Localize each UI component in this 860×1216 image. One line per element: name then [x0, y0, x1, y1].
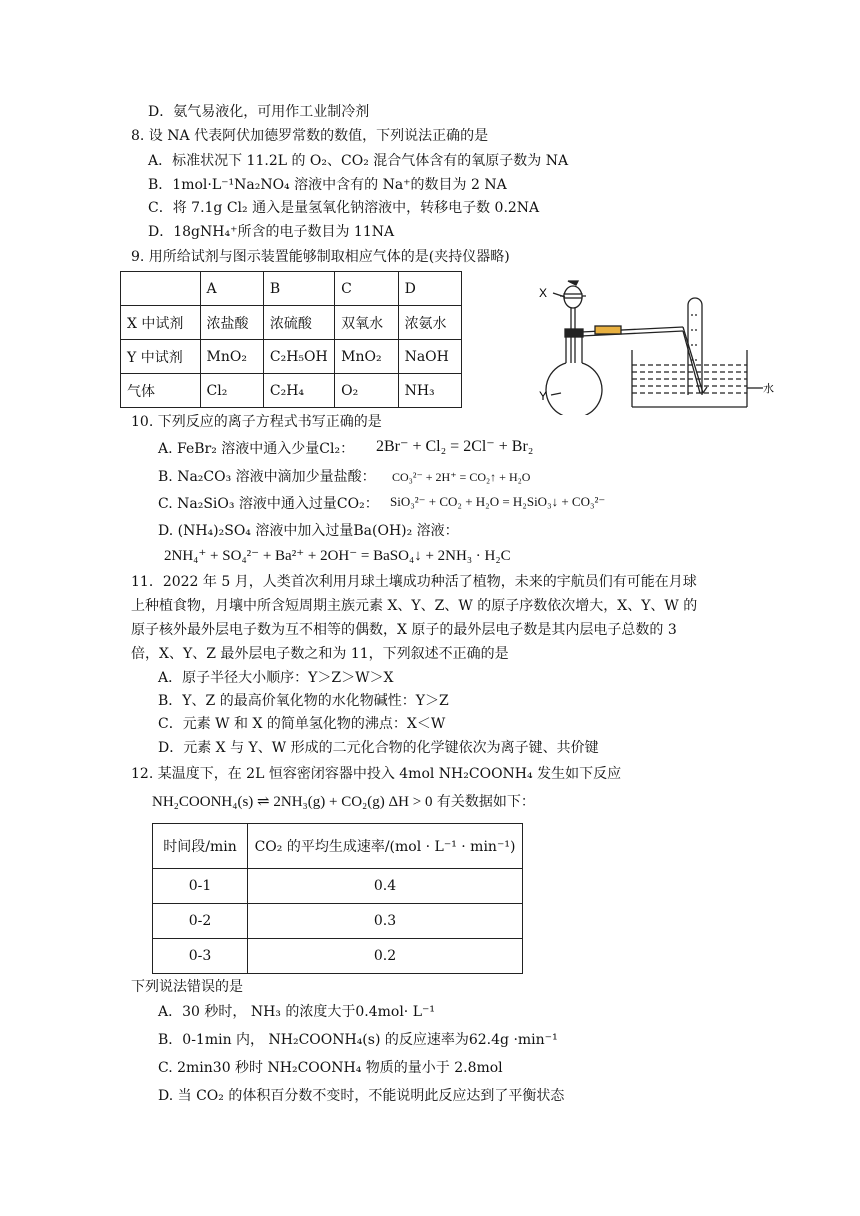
- q9-stem: 9. 用所给试剂与图示装置能够制取相应气体的是(夹持仪器略): [131, 249, 510, 265]
- q11-stem-line-3: 原子核外最外层电子数为互不相等的偶数，X 原子的最外层电子数是其内层电子总数的 3: [131, 622, 677, 638]
- q12-equation: NH₂COONH₄(s) ⇌ 2NH₃(g) + CO₂(g) ΔH > 0: [152, 794, 433, 810]
- q8-stem: 8. 设 NA 代表阿伏加德罗常数的数值，下列说法正确的是: [131, 128, 489, 144]
- table-cell: D: [398, 272, 461, 306]
- q12-option-a: A．30 秒时， NH₃ 的浓度大于0.4mol· L⁻¹: [158, 1004, 435, 1020]
- table-row: [121, 374, 462, 408]
- table-cell: MnO₂: [200, 340, 263, 374]
- table-cell: 0-3: [153, 939, 248, 974]
- table-cell: Cl₂: [200, 374, 263, 408]
- q8-option-b: B．1mol·L⁻¹Na₂NO₄ 溶液中含有的 Na⁺的数目为 2 NA: [148, 177, 507, 193]
- fig-label-x: X: [539, 286, 548, 300]
- q11-option-d: D．元素 X 与 Y、W 形成的二元化合物的化学键依次为离子键、共价键: [158, 740, 599, 756]
- table-cell: 气体: [121, 374, 201, 408]
- q11-option-c: C．元素 W 和 X 的简单氢化物的沸点：X＜W: [158, 716, 446, 732]
- table-cell: O₂: [335, 374, 398, 408]
- table-cell: 0.3: [248, 904, 523, 939]
- table-cell: A: [200, 272, 263, 306]
- q12-prompt: 下列说法错误的是: [131, 979, 243, 995]
- table-row: [121, 306, 462, 340]
- table-cell: C: [335, 272, 398, 306]
- table-header-cell: 时间段/min: [153, 824, 248, 869]
- table-header-cell: CO₂ 的平均生成速率/(mol · L⁻¹ · min⁻¹): [248, 824, 523, 869]
- q10-option-d-text: D. (NH₄)₂SO₄ 溶液中加入过量Ba(OH)₂ 溶液：: [158, 523, 459, 539]
- q10-option-c-text: C. Na₂SiO₃ 溶液中通入过量CO₂：: [158, 496, 379, 512]
- q10-option-c-equation: SiO₃²⁻ + CO₂ + H₂O = H₂SiO₃↓ + CO₃²⁻: [390, 494, 606, 509]
- q10-option-a-text: A. FeBr₂ 溶液中通入少量Cl₂：: [158, 441, 355, 457]
- table-row: [121, 340, 462, 374]
- q10-option-b-text: B. Na₂CO₃ 溶液中滴加少量盐酸：: [158, 469, 376, 485]
- q11-stem-line-2: 上种植食物，月壤中所含短周期主族元素 X、Y、Z、W 的原子序数依次增大，X、Y、W 的: [131, 598, 698, 614]
- table-row: [153, 869, 523, 904]
- q11-option-a: A．原子半径大小顺序：Y＞Z＞W＞X: [158, 670, 394, 686]
- q11-option-b: B．Y、Z 的最高价氧化物的水化物碱性：Y＞Z: [158, 693, 449, 709]
- table-cell: 0-2: [153, 904, 248, 939]
- q11-stem-line-4: 倍，X、Y、Z 最外层电子数之和为 11，下列叙述不正确的是: [131, 646, 509, 662]
- fig-label-water: 水: [763, 382, 774, 395]
- q7-option-d: D．氨气易液化，可用作工业制冷剂: [148, 104, 370, 120]
- q12-table: [152, 823, 523, 974]
- q8-option-c: C．将 7.1g Cl₂ 通入是量氢氧化钠溶液中，转移电子数 0.2NA: [148, 200, 540, 216]
- q12-option-c: C. 2min30 秒时 NH₂COONH₄ 物质的量小于 2.8mol: [158, 1060, 503, 1076]
- table-cell: C₂H₅OH: [263, 340, 334, 374]
- q10-option-d-equation: 2NH₄⁺ + SO₄²⁻ + Ba²⁺ + 2OH⁻ = BaSO₄↓ + 2NH₃ · H₂C: [164, 548, 511, 564]
- table-row: [121, 272, 462, 306]
- table-cell: 浓硫酸: [263, 306, 334, 340]
- q9-table: [120, 271, 462, 408]
- table-cell: NaOH: [398, 340, 461, 374]
- table-cell: 浓盐酸: [200, 306, 263, 340]
- q8-option-d: D．18gNH₄⁺所含的电子数目为 11NA: [148, 224, 395, 240]
- q10-stem: 10. 下列反应的离子方程式书写正确的是: [131, 414, 382, 430]
- gas-apparatus-figure: [535, 275, 780, 415]
- table-row: [153, 939, 523, 974]
- table-cell: B: [263, 272, 334, 306]
- q12-option-d: D. 当 CO₂ 的体积百分数不变时，不能说明此反应达到了平衡状态: [158, 1088, 565, 1104]
- table-cell: 0-1: [153, 869, 248, 904]
- table-cell: MnO₂: [335, 340, 398, 374]
- table-row: [153, 824, 523, 869]
- table-cell: [121, 272, 201, 306]
- table-cell: X 中试剂: [121, 306, 201, 340]
- q11-stem-line-1: 11．2022 年 5 月，人类首次利用月球土壤成功种活了植物，未来的宇航员们有可能在月球: [131, 574, 697, 590]
- q12-option-b: B．0-1min 内， NH₂COONH₄(s) 的反应速率为62.4g ·min⁻¹: [158, 1032, 558, 1048]
- fig-label-y: Y: [539, 389, 548, 403]
- table-row: [153, 904, 523, 939]
- q10-option-b-equation: CO₃²⁻ + 2H⁺ = CO₂↑ + H₂O: [392, 470, 531, 484]
- table-cell: C₂H₄: [263, 374, 334, 408]
- q12-equation-tail: 有关数据如下：: [432, 794, 535, 810]
- table-cell: Y 中试剂: [121, 340, 201, 374]
- q8-option-a: A．标准状况下 11.2L 的 O₂、CO₂ 混合气体含有的氧原子数为 NA: [148, 153, 569, 169]
- table-cell: 双氧水: [335, 306, 398, 340]
- q12-stem: 12. 某温度下，在 2L 恒容密闭容器中投入 4mol NH₂COONH₄ 发生如下反应: [131, 766, 622, 782]
- table-cell: NH₃: [398, 374, 461, 408]
- table-cell: 0.4: [248, 869, 523, 904]
- q10-option-a-equation: 2Br⁻ + Cl₂ = 2Cl⁻ + Br₂: [376, 438, 534, 455]
- table-cell: 0.2: [248, 939, 523, 974]
- table-cell: 浓氨水: [398, 306, 461, 340]
